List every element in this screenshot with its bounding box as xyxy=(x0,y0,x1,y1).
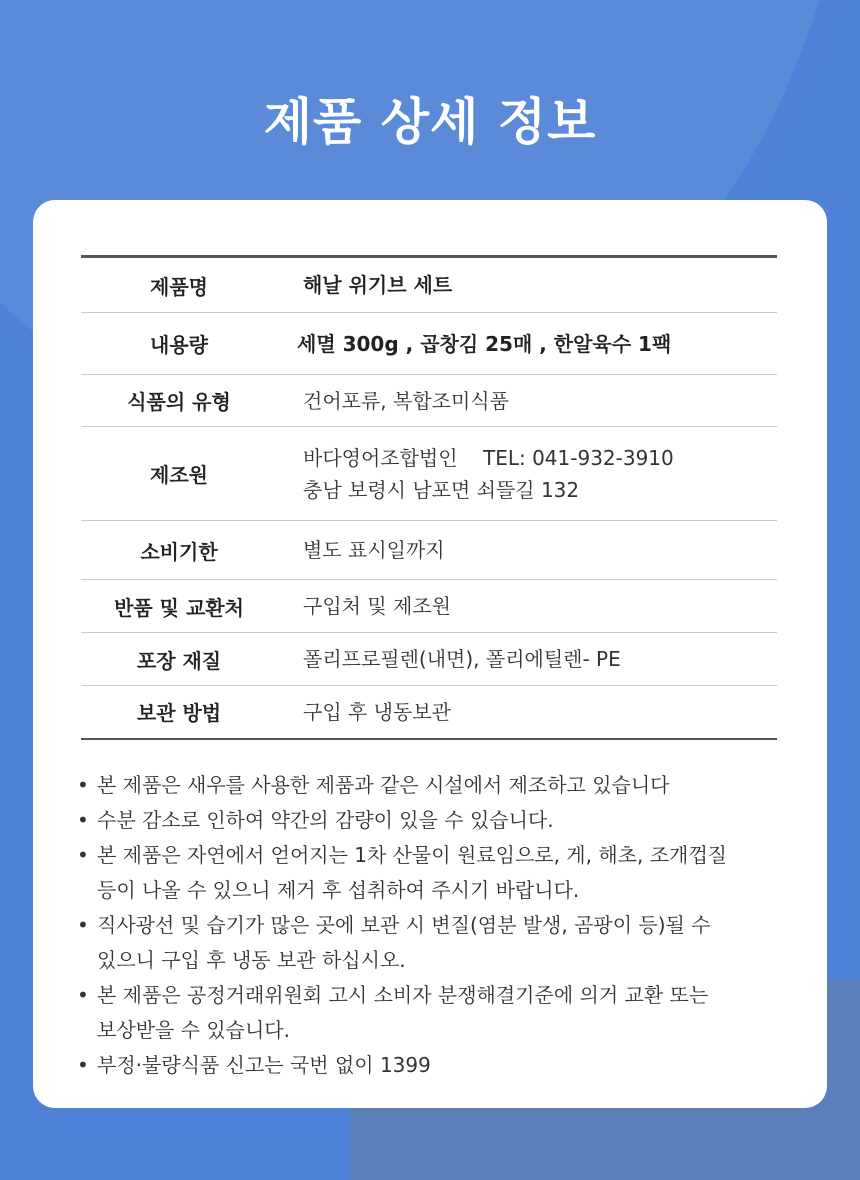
row-value xyxy=(277,686,777,739)
bullet-icon: • xyxy=(77,913,89,937)
note-line: 보상받을 수 있습니다. xyxy=(97,1018,290,1042)
row-value xyxy=(277,633,777,686)
note-item xyxy=(75,768,795,803)
info-card xyxy=(33,200,827,1108)
row-label: 소비기한 xyxy=(140,539,218,564)
value-line: 폴리프로필렌(내면), 폴리에틸렌- PE xyxy=(303,647,621,671)
note-line: 본 제품은 공정거래위원회 고시 소비자 분쟁해결기준에 의거 교환 또는 xyxy=(97,983,709,1007)
note-item xyxy=(75,908,795,978)
row-label: 포장 재질 xyxy=(136,648,222,673)
notes-list xyxy=(75,768,795,1083)
note-item xyxy=(75,803,795,838)
note-line: 부정·불량식품 신고는 국번 없이 1399 xyxy=(97,1053,431,1077)
note-item xyxy=(75,978,795,1048)
row-label: 반품 및 교환처 xyxy=(114,595,244,620)
note-line: 본 제품은 자연에서 얻어지는 1차 산물이 원료임으로, 게, 해초, 조개껍질 xyxy=(97,843,727,867)
note-item xyxy=(75,1048,795,1083)
value-line: 해날 위기브 세트 xyxy=(303,273,453,297)
value-line: 바다영어조합법인 TEL: 041-932-3910 xyxy=(303,445,674,470)
table-row xyxy=(81,521,777,580)
table-row xyxy=(81,313,777,375)
note-line: 수분 감소로 인하여 약간의 감량이 있을 수 있습니다. xyxy=(97,808,554,832)
table-row xyxy=(81,427,777,521)
row-value xyxy=(277,427,777,521)
value-line: 구입처 및 제조원 xyxy=(303,594,451,618)
bullet-icon: • xyxy=(77,1053,89,1077)
bullet-icon: • xyxy=(77,843,89,867)
row-value xyxy=(277,375,777,427)
value-line: 건어포류, 복합조미식품 xyxy=(303,388,509,413)
row-label: 식품의 유형 xyxy=(127,390,231,414)
note-line: 있으니 구입 후 냉동 보관 하십시오. xyxy=(97,948,406,972)
table-row xyxy=(81,375,777,427)
value-line: 별도 표시일까지 xyxy=(303,538,445,562)
note-item xyxy=(75,838,795,908)
row-value xyxy=(277,313,777,375)
table-row xyxy=(81,633,777,686)
product-info-table xyxy=(81,255,777,740)
row-label: 보관 방법 xyxy=(136,701,222,726)
page-title: 제품 상세 정보 xyxy=(263,93,597,151)
row-value xyxy=(277,257,777,313)
value-line: 세멸 300g , 곱창김 25매 , 한알육수 1팩 xyxy=(297,331,672,356)
bullet-icon: • xyxy=(77,983,89,1007)
table-row xyxy=(81,686,777,739)
row-label: 내용량 xyxy=(150,333,208,357)
row-value xyxy=(277,580,777,633)
note-line: 본 제품은 새우를 사용한 제품과 같은 시설에서 제조하고 있습니다 xyxy=(97,773,670,797)
row-value xyxy=(277,521,777,580)
bullet-icon: • xyxy=(77,773,89,797)
table-row xyxy=(81,580,777,633)
value-line: 충남 보령시 남포면 쇠뜰길 132 xyxy=(303,477,580,502)
note-line: 등이 나올 수 있으니 제거 후 섭취하여 주시기 바랍니다. xyxy=(97,878,580,902)
table-row xyxy=(81,257,777,313)
note-line: 직사광선 및 습기가 많은 곳에 보관 시 변질(염분 발생, 곰팡이 등)될 수 xyxy=(97,913,711,937)
value-line: 구입 후 냉동보관 xyxy=(303,699,451,724)
row-label: 제품명 xyxy=(150,274,208,299)
bullet-icon: • xyxy=(77,808,89,832)
row-label: 제조원 xyxy=(150,463,208,487)
